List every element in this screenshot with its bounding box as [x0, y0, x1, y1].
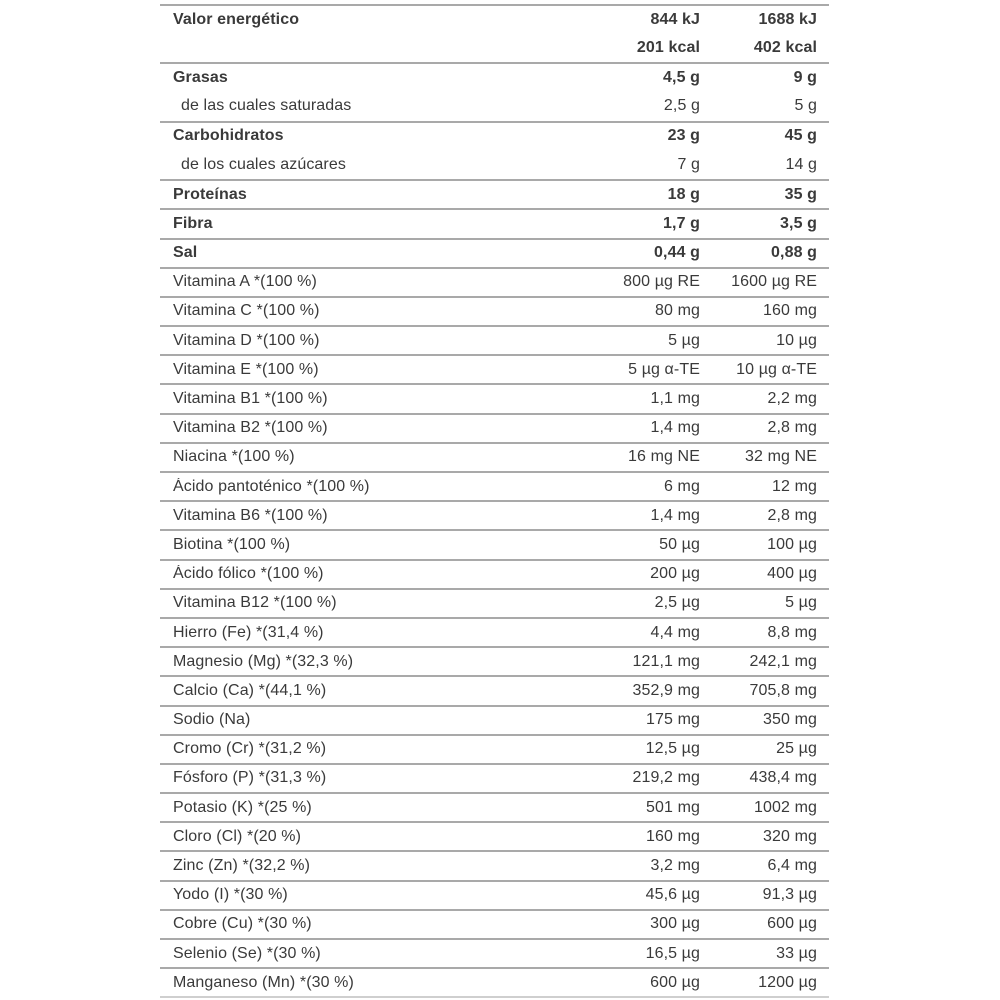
table-row [160, 792, 829, 821]
value-col-1: 2,5 µg [654, 594, 700, 612]
table-row [160, 325, 829, 354]
nutrient-label: Sodio (Na) [173, 711, 251, 729]
value-col-2: 2,8 mg [767, 419, 817, 437]
table-row [160, 967, 829, 996]
value-col-2: 2,8 mg [767, 506, 817, 524]
value-col-1: 844 kJ [650, 10, 700, 28]
value-col-1: 160 mg [646, 827, 700, 845]
value-col-2: 33 µg [776, 944, 817, 962]
table-row [160, 821, 829, 850]
value-col-2: 3,5 g [780, 214, 817, 232]
table-row [160, 442, 829, 471]
value-col-1: 201 kcal [636, 38, 700, 56]
value-col-1: 5 µg α-TE [628, 360, 700, 378]
nutrient-label: Potasio (K) *(25 %) [173, 798, 312, 816]
nutrient-label: Fósforo (P) *(31,3 %) [173, 769, 327, 787]
nutrient-label: Selenio (Se) *(30 %) [173, 944, 321, 962]
nutrient-label: Cromo (Cr) *(31,2 %) [173, 740, 327, 758]
value-col-2: 6,4 mg [767, 857, 817, 875]
table-row [160, 179, 829, 208]
table-row [160, 471, 829, 500]
table-row [160, 734, 829, 763]
table-row [160, 500, 829, 529]
value-col-1: 16,5 µg [645, 944, 700, 962]
table-row [160, 62, 829, 91]
nutrient-label: Vitamina D *(100 %) [173, 331, 320, 349]
table-row [160, 413, 829, 442]
value-col-2: 2,2 mg [767, 390, 817, 408]
value-col-1: 0,44 g [654, 244, 700, 262]
nutrient-label: Zinc (Zn) *(32,2 %) [173, 857, 311, 875]
nutrient-label: Carbohidratos [173, 127, 284, 145]
value-col-2: 320 mg [763, 827, 817, 845]
value-col-1: 3,2 mg [650, 857, 700, 875]
nutrient-label: Fibra [173, 214, 213, 232]
table-row [160, 763, 829, 792]
nutrient-label: Grasas [173, 68, 228, 86]
table-row [160, 33, 829, 62]
value-col-2: 438,4 mg [749, 769, 817, 787]
nutrient-label: Vitamina B6 *(100 %) [173, 506, 328, 524]
nutrient-label: Yodo (I) *(30 %) [173, 886, 288, 904]
value-col-1: 80 mg [655, 302, 700, 320]
nutrient-label: Valor energético [173, 10, 300, 28]
value-col-2: 705,8 mg [749, 681, 817, 699]
value-col-1: 1,1 mg [650, 390, 700, 408]
nutrient-label: Vitamina B1 *(100 %) [173, 390, 328, 408]
value-col-1: 2,5 g [663, 97, 700, 115]
value-col-2: 100 µg [767, 535, 817, 553]
value-col-2: 91,3 µg [762, 886, 817, 904]
table-row [160, 208, 829, 237]
value-col-1: 352,9 mg [632, 681, 700, 699]
table-row [160, 92, 829, 121]
table-row [160, 354, 829, 383]
value-col-2: 350 mg [763, 711, 817, 729]
value-col-2: 402 kcal [753, 38, 817, 56]
value-col-1: 5 µg [668, 331, 700, 349]
table-row [160, 880, 829, 909]
value-col-1: 1,4 mg [650, 419, 700, 437]
nutrient-label: Biotina *(100 %) [173, 535, 291, 553]
table-row [160, 617, 829, 646]
table-row [160, 150, 829, 179]
nutrition-table-rows [160, 4, 829, 996]
value-col-2: 242,1 mg [749, 652, 817, 670]
table-row [160, 121, 829, 150]
value-col-1: 175 mg [646, 711, 700, 729]
nutrient-label: de las cuales saturadas [181, 97, 352, 115]
table-row [160, 238, 829, 267]
table-row [160, 938, 829, 967]
nutrient-label: Vitamina E *(100 %) [173, 360, 319, 378]
table-row [160, 675, 829, 704]
value-col-1: 7 g [677, 155, 700, 173]
table-row [160, 646, 829, 675]
value-col-2: 1200 µg [758, 973, 817, 991]
value-col-1: 12,5 µg [645, 740, 700, 758]
value-col-2: 14 g [785, 155, 817, 173]
value-col-1: 4,5 g [663, 68, 700, 86]
nutrient-label: Ácido fólico *(100 %) [173, 565, 324, 583]
nutrient-label: Calcio (Ca) *(44,1 %) [173, 681, 327, 699]
value-col-1: 45,6 µg [645, 886, 700, 904]
value-col-1: 800 µg RE [623, 273, 700, 291]
value-col-2: 5 g [794, 97, 817, 115]
value-col-2: 1002 mg [754, 798, 817, 816]
value-col-2: 9 g [793, 68, 817, 86]
nutrient-label: Cloro (Cl) *(20 %) [173, 827, 302, 845]
value-col-1: 501 mg [646, 798, 700, 816]
nutrient-label: Vitamina B12 *(100 %) [173, 594, 337, 612]
nutrient-label: Vitamina B2 *(100 %) [173, 419, 328, 437]
value-col-2: 600 µg [767, 915, 817, 933]
nutrient-label: Ácido pantoténico *(100 %) [173, 477, 370, 495]
value-col-1: 300 µg [650, 915, 700, 933]
value-col-1: 121,1 mg [632, 652, 700, 670]
value-col-1: 50 µg [659, 535, 700, 553]
value-col-1: 6 mg [664, 477, 700, 495]
value-col-2: 25 µg [776, 740, 817, 758]
value-col-2: 160 mg [763, 302, 817, 320]
value-col-1: 4,4 mg [650, 623, 700, 641]
table-row [160, 267, 829, 296]
value-col-2: 400 µg [767, 565, 817, 583]
value-col-1: 200 µg [650, 565, 700, 583]
value-col-2: 12 mg [772, 477, 817, 495]
nutrient-label: Niacina *(100 %) [173, 448, 295, 466]
table-row [160, 705, 829, 734]
table-row [160, 4, 829, 33]
value-col-2: 1600 µg RE [731, 273, 817, 291]
value-col-2: 10 µg [776, 331, 817, 349]
value-col-2: 8,8 mg [767, 623, 817, 641]
table-row [160, 850, 829, 879]
nutrient-label: Sal [173, 244, 198, 262]
value-col-2: 0,88 g [771, 244, 817, 262]
nutrient-label: Cobre (Cu) *(30 %) [173, 915, 312, 933]
nutrient-label: Vitamina A *(100 %) [173, 273, 317, 291]
value-col-1: 23 g [667, 127, 700, 145]
table-row [160, 559, 829, 588]
table-row [160, 529, 829, 558]
value-col-1: 1,4 mg [650, 506, 700, 524]
table-row [160, 383, 829, 412]
value-col-2: 10 µg α-TE [736, 360, 817, 378]
nutrient-label: de los cuales azúcares [181, 155, 346, 173]
table-row [160, 296, 829, 325]
nutrient-label: Magnesio (Mg) *(32,3 %) [173, 652, 354, 670]
value-col-1: 16 mg NE [628, 448, 700, 466]
value-col-1: 600 µg [650, 973, 700, 991]
value-col-2: 1688 kJ [758, 10, 817, 28]
nutrient-label: Proteínas [173, 185, 247, 203]
table-row [160, 588, 829, 617]
value-col-2: 35 g [784, 185, 817, 203]
nutrient-label: Vitamina C *(100 %) [173, 302, 320, 320]
nutrition-table [160, 4, 829, 998]
value-col-2: 5 µg [785, 594, 817, 612]
table-row [160, 909, 829, 938]
value-col-2: 45 g [784, 127, 817, 145]
value-col-1: 1,7 g [663, 214, 700, 232]
value-col-1: 18 g [667, 185, 700, 203]
nutrient-label: Manganeso (Mn) *(30 %) [173, 973, 354, 991]
value-col-1: 219,2 mg [632, 769, 700, 787]
nutrient-label: Hierro (Fe) *(31,4 %) [173, 623, 324, 641]
value-col-2: 32 mg NE [745, 448, 817, 466]
